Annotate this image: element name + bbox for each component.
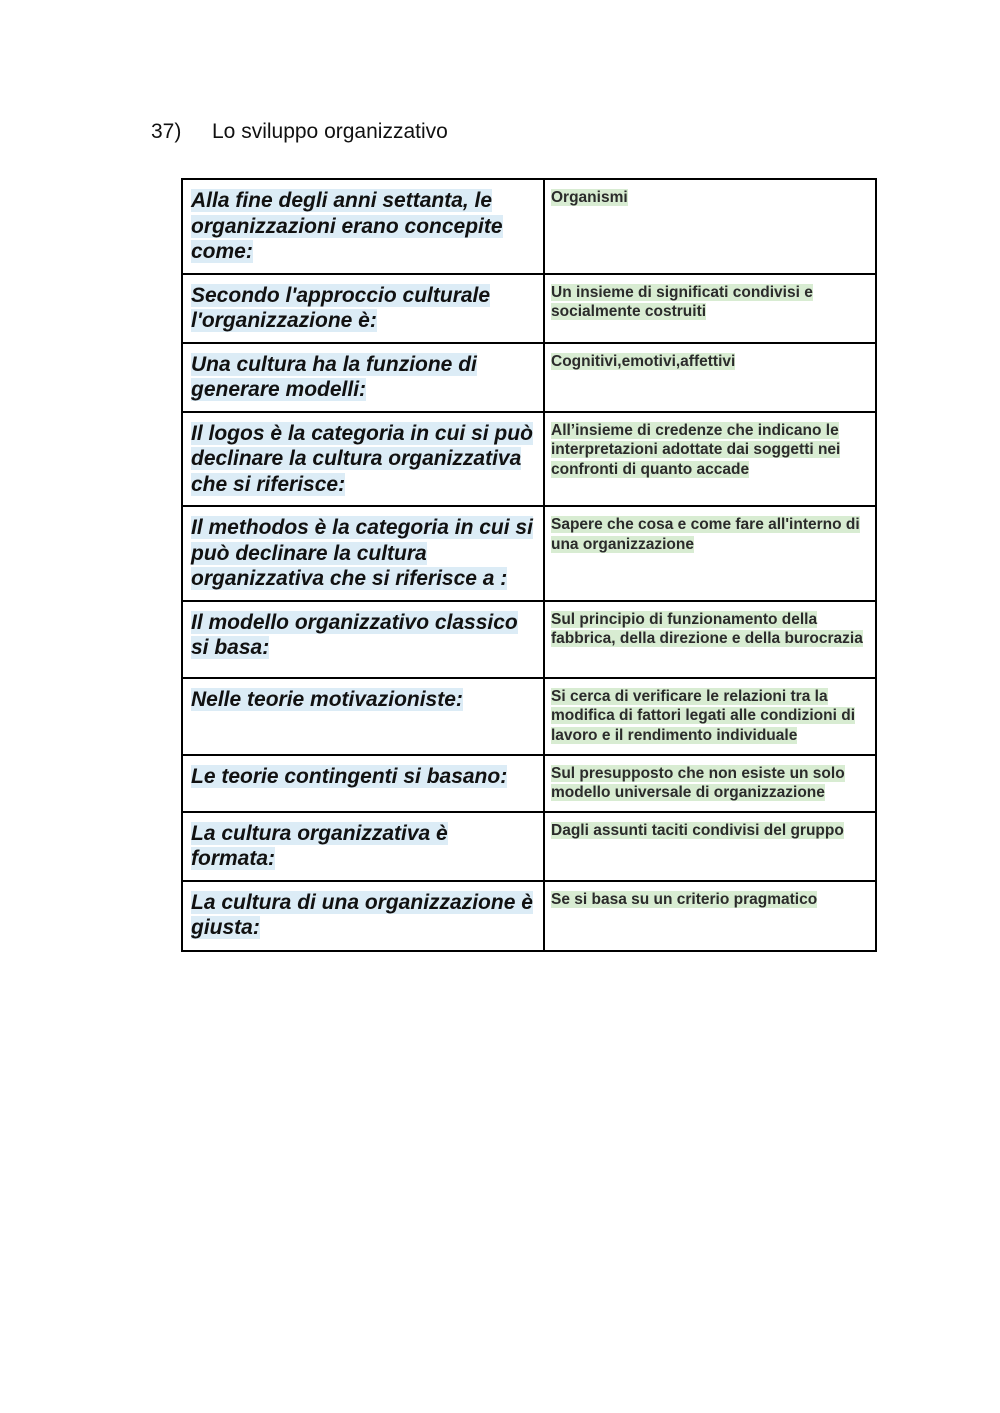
answer-text: Dagli assunti taciti condivisi del gruppo xyxy=(551,821,844,839)
table-row xyxy=(182,506,876,601)
question-text: Una cultura ha la funzione di generare modelli: xyxy=(191,352,477,401)
question-cell xyxy=(182,812,544,881)
table-row xyxy=(182,274,876,343)
answer-text: Se si basa su un criterio pragmatico xyxy=(551,890,818,908)
table-row xyxy=(182,179,876,274)
answer-text: Sul principio di funzionamento della fabbrica, della direzione e della burocrazia xyxy=(551,610,863,647)
question-cell xyxy=(182,179,544,274)
question-cell xyxy=(182,755,544,812)
answer-cell xyxy=(544,601,876,678)
qa-table xyxy=(181,178,877,952)
question-text: La cultura organizzativa è formata: xyxy=(191,821,448,870)
answer-text: Sapere che cosa e come fare all'interno di una organizzazione xyxy=(551,516,860,553)
heading-title: Lo sviluppo organizzativo xyxy=(212,120,448,143)
question-cell xyxy=(182,678,544,755)
question-text: Il logos è la categoria in cui si può declinare la cultura organizzativa che si riferisce: xyxy=(191,421,533,496)
question-text: Nelle teorie motivazioniste: xyxy=(191,687,463,711)
question-text: Il methodos è la categoria in cui si può declinare la cultura organizzativa che si riferisce a : xyxy=(191,516,533,590)
question-text: Il modello organizzativo classico si basa: xyxy=(191,610,518,659)
question-cell xyxy=(182,412,544,507)
question-cell xyxy=(182,881,544,951)
table-row xyxy=(182,755,876,812)
answer-cell xyxy=(544,412,876,507)
answer-text: All’insieme di credenze che indicano le interpretazioni adottate dai soggetti nei confronti di quanto accade xyxy=(551,421,841,478)
table-row xyxy=(182,343,876,412)
table-row xyxy=(182,678,876,755)
answer-cell xyxy=(544,755,876,812)
answer-cell xyxy=(544,179,876,274)
answer-text: Un insieme di significati condivisi e socialmente costruiti xyxy=(551,283,813,320)
answer-cell xyxy=(544,343,876,412)
answer-cell xyxy=(544,881,876,951)
heading-number: 37) xyxy=(151,120,182,143)
answer-text: Si cerca di verificare le relazioni tra la modifica di fattori legati alle condizioni di lavoro e il rendimento individuale xyxy=(551,687,855,744)
question-text: La cultura di una organizzazione è giusta: xyxy=(191,890,533,939)
table-row xyxy=(182,812,876,881)
answer-text: Organismi xyxy=(551,189,628,206)
answer-text: Cognitivi,emotivi,affettivi xyxy=(551,352,736,370)
answer-cell xyxy=(544,506,876,601)
answer-cell xyxy=(544,274,876,343)
table-row xyxy=(182,601,876,678)
question-cell xyxy=(182,506,544,601)
answer-text: Sul presupposto che non esiste un solo modello universale di organizzazione xyxy=(551,764,845,801)
answer-cell xyxy=(544,812,876,881)
table-row xyxy=(182,881,876,951)
question-cell xyxy=(182,343,544,412)
question-text: Alla fine degli anni settanta, le organizzazioni erano concepite come: xyxy=(191,189,503,263)
answer-cell xyxy=(544,678,876,755)
question-text: Le teorie contingenti si basano: xyxy=(191,764,508,788)
question-cell xyxy=(182,274,544,343)
page-heading xyxy=(151,120,448,144)
question-text: Secondo l'approccio culturale l'organizzazione è: xyxy=(191,283,491,332)
table-row xyxy=(182,412,876,507)
question-cell xyxy=(182,601,544,678)
